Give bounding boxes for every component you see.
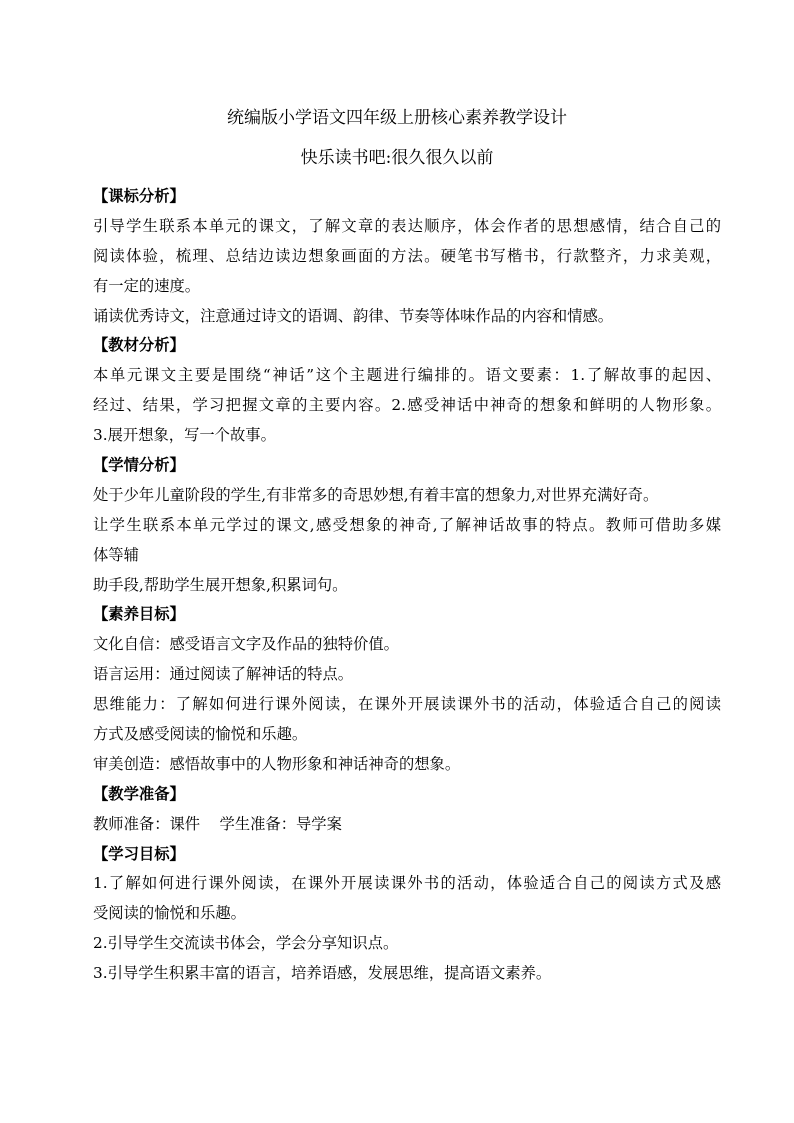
paragraph-line: 经过、结果，学习把握文章的主要内容。2.感受神话中神奇的想象和鲜明的人物形象。 <box>93 396 721 415</box>
section-heading-literacy-goals: 【素养目标】 <box>93 605 185 624</box>
document-title: 统编版小学语文四年级上册核心素养教学设计 <box>227 108 567 128</box>
paragraph-line: 方式及感受阅读的愉悦和乐趣。 <box>93 725 308 744</box>
paragraph-line: 处于少年儿童阶段的学生,有非常多的奇思妙想,有着丰富的想象力,对世界充满好奇。 <box>93 485 659 504</box>
document-subtitle: 快乐读书吧:很久很久以前 <box>300 148 494 168</box>
section-heading-preparation: 【教学准备】 <box>93 784 185 803</box>
paragraph-line: 阅读体验，梳理、总结边读边想象画面的方法。硬笔书写楷书，行款整齐，力求美观， <box>93 246 721 265</box>
paragraph-line: 3.引导学生积累丰富的语言，培养语感，发展思维，提高语文素养。 <box>93 964 552 983</box>
section-heading-textbook: 【教材分析】 <box>93 336 185 355</box>
paragraph-line: 让学生联系本单元学过的课文,感受想象的神奇,了解神话故事的特点。教师可借助多媒 <box>93 515 721 534</box>
paragraph-line: 引导学生联系本单元的课文，了解文章的表达顺序，体会作者的思想感情，结合自己的 <box>93 216 721 235</box>
paragraph-line: 受阅读的愉悦和乐趣。 <box>93 904 246 923</box>
section-heading-learning-goals: 【学习目标】 <box>93 844 185 863</box>
document-body <box>93 182 721 989</box>
paragraph-line: 本单元课文主要是围绕“神话”这个主题进行编排的。语文要素：1.了解故事的起因、 <box>93 366 721 385</box>
paragraph-line: 审美创造：感悟故事中的人物形象和神话神奇的想象。 <box>93 754 461 773</box>
paragraph-line: 诵读优秀诗文，注意通过诗文的语调、韵律、节奏等体味作品的内容和情感。 <box>93 306 614 325</box>
paragraph-line: 2.引导学生交流读书体会，学会分享知识点。 <box>93 934 399 953</box>
paragraph-line: 文化自信：感受语言文字及作品的独特价值。 <box>93 635 399 654</box>
paragraph-line: 语言运用：通过阅读了解神话的特点。 <box>93 665 354 684</box>
paragraph-line: 3.展开想象，写一个故事。 <box>93 426 276 445</box>
paragraph-line: 体等辅 <box>93 545 139 564</box>
paragraph-line: 助手段,帮助学生展开想象,积累词句。 <box>93 575 348 594</box>
paragraph-line: 思维能力：了解如何进行课外阅读，在课外开展读课外书的活动，体验适合自己的阅读 <box>93 695 721 714</box>
paragraph-line: 1.了解如何进行课外阅读，在课外开展读课外书的活动，体验适合自己的阅读方式及感 <box>93 874 721 893</box>
section-heading-learner: 【学情分析】 <box>93 456 185 475</box>
section-heading-curriculum: 【课标分析】 <box>93 187 185 205</box>
paragraph-line: 有一定的速度。 <box>93 276 201 295</box>
paragraph-line: 教师准备：课件 学生准备：导学案 <box>93 814 342 833</box>
